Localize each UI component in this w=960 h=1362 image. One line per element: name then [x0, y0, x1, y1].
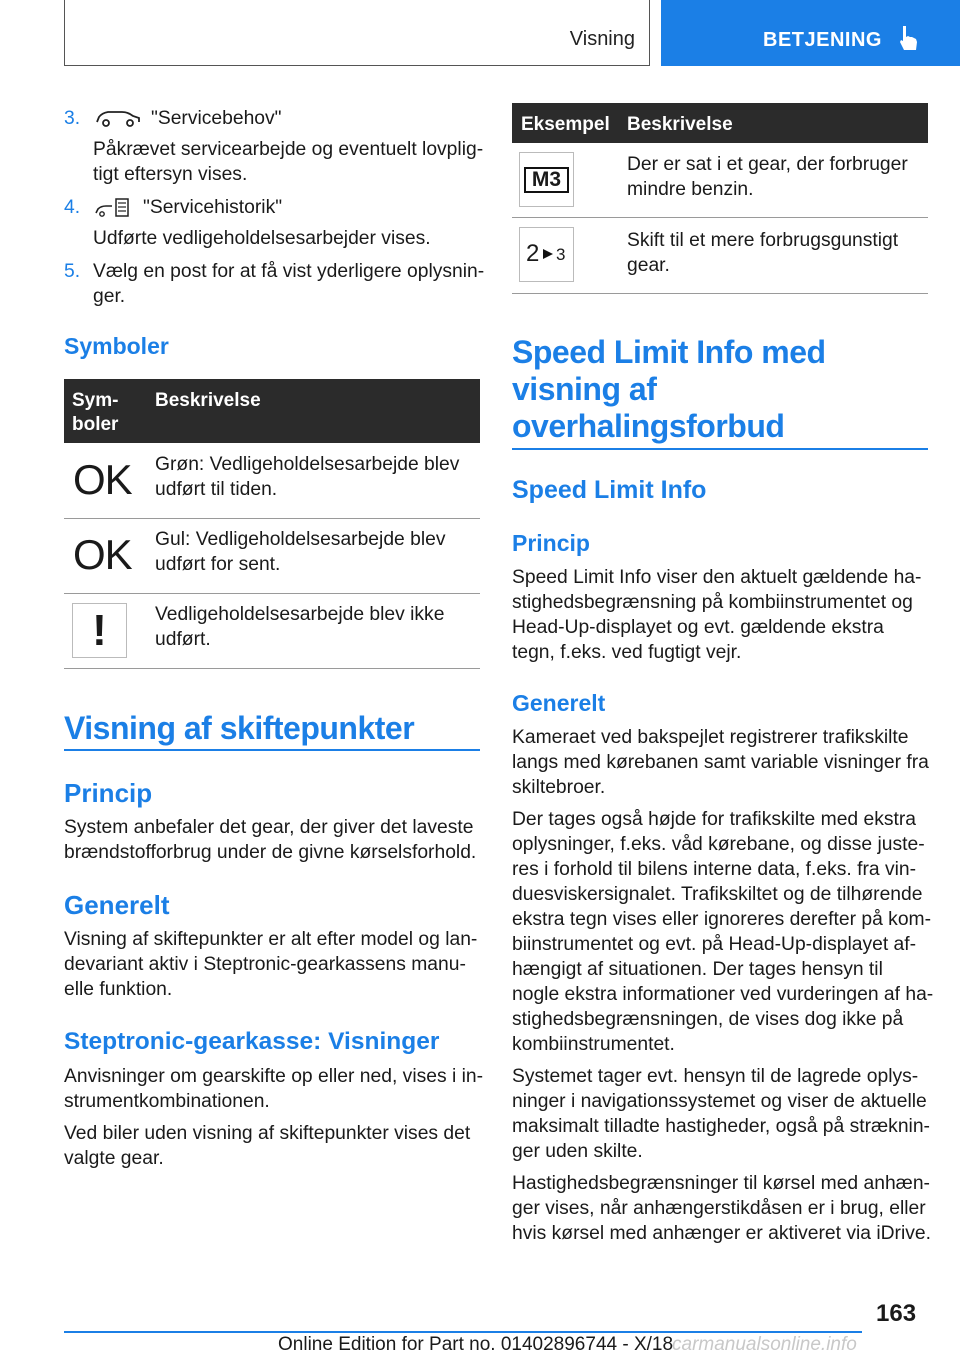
table-cell-line: Vedligeholdelsesarbejde blev ikke [155, 604, 445, 625]
example-col2-header: Beskrivelse [627, 114, 733, 135]
paragraph-line: brændstofforbrug under de givne kørselsforhold. [64, 842, 477, 863]
header-section-title: Visning [569, 28, 635, 50]
paragraph-line: tegn, f.eks. ved fugtigt vejr. [512, 642, 742, 663]
paragraph-line: System anbefaler det gear, der giver det laveste [64, 817, 474, 838]
paragraph-line: stighedsbegrænsningen, de vises dog ikke på [512, 1009, 904, 1030]
paragraph-line: duesviskersignalet. Trafikskiltet og de tilhørende [512, 884, 923, 905]
paragraph-line: biinstrumentet og evt. på Head-Up-displayet af‐ [512, 934, 917, 955]
table-cell-line: udført for sent. [155, 554, 281, 575]
paragraph-line: Der tages også højde for trafikskilte med ekstra [512, 809, 917, 830]
table-row-divider [64, 593, 480, 594]
paragraph-line: stighedsbegrænsning på kombiinstrumentet og [512, 592, 913, 613]
table-cell-line: udført til tiden. [155, 479, 278, 500]
paragraph-line: Anvisninger om gearskifte op eller ned, vises i in‐ [64, 1066, 484, 1087]
ok-yellow-symbol: OK [73, 531, 132, 578]
paragraph-line: oplysninger, f.eks. våd kørebane, og disse juste‐ [512, 834, 925, 855]
example-col1-header: Eksempel [521, 114, 610, 135]
symbols-table-header [64, 379, 480, 443]
shift-generelt-heading: Generelt [64, 890, 170, 920]
list-item-title: "Servicehistorik" [143, 197, 283, 218]
list-item-body-line: ger. [93, 286, 126, 307]
gear-current-number: 2 [526, 240, 540, 267]
paragraph-line: nogle ekstra informationer ved vurderingen af ha‐ [512, 984, 934, 1005]
footer-rule [64, 1331, 862, 1333]
shift-section-title: Visning af skiftepunkter [64, 710, 415, 746]
warning-symbol-box [72, 603, 127, 658]
symbols-heading: Symboler [64, 333, 169, 359]
list-item-title: "Servicebehov" [151, 108, 282, 129]
section-rule [64, 749, 480, 751]
footer-edition: Online Edition for Part no. 01402896744 - X/18 [278, 1334, 674, 1355]
paragraph-line: strumentkombinationen. [64, 1091, 270, 1112]
service-history-icon [94, 196, 132, 218]
paragraph-line: Speed Limit Info viser den aktuelt gældende ha‐ [512, 567, 922, 588]
list-item-body-line: Påkrævet servicearbejde og eventuelt lovplig‐ [93, 139, 484, 160]
paragraph-line: elle funktion. [64, 979, 173, 1000]
symbols-col1-line: Sym‐ [72, 390, 119, 411]
paragraph-line: Visning af skiftepunkter er alt efter model og lan‐ [64, 929, 478, 950]
list-item-number: 3. [64, 108, 81, 129]
paragraph-line: maksimalt tilladte hastigheder, også på stræknin‐ [512, 1116, 930, 1137]
ok-green-symbol: OK [73, 456, 132, 503]
paragraph-line: langs med kørebanen samt variable visninger fra [512, 752, 929, 773]
steptronic-heading: Steptronic-gearkasse: Visninger [64, 1028, 440, 1055]
watermark: carmanualsonline.info [672, 1334, 857, 1355]
list-item-number: 5. [64, 261, 81, 282]
symbols-col2-header: Beskrivelse [155, 390, 261, 411]
m3-gear-icon: M3 [524, 167, 569, 193]
paragraph-line: hvis kørsel med anhænger er aktiveret via iDrive. [512, 1223, 931, 1244]
paragraph-line: Hastighedsbegrænsninger til kørsel med anhæn‐ [512, 1173, 930, 1194]
section-rule [512, 448, 928, 450]
paragraph-line: kombiinstrumentet. [512, 1034, 675, 1055]
speed-limit-info-heading: Speed Limit Info [512, 476, 707, 504]
paragraph-line: devariant aktiv i Steptronic-gearkassens manu‐ [64, 954, 466, 975]
shift-up-symbol-box [519, 227, 574, 282]
table-cell-line: udført. [155, 629, 211, 650]
table-cell-line: Der er sat i et gear, der forbruger [627, 154, 908, 175]
table-cell-line: mindre benzin. [627, 179, 754, 200]
arrow-right-icon [541, 247, 555, 261]
list-item-body-line: Vælg en post for at få vist yderligere oplysnin‐ [93, 261, 485, 282]
speed-generelt-heading: Generelt [512, 690, 606, 716]
paragraph-line: ger vises, når anhængerstikdåsen er i brug, eller [512, 1198, 926, 1219]
table-cell-line: Skift til et mere forbrugsgunstigt [627, 230, 899, 251]
speed-section-title-line: visning af [512, 371, 657, 407]
table-cell-line: Grøn: Vedligeholdelsesarbejde blev [155, 454, 460, 475]
table-row-divider [64, 668, 480, 669]
list-item-number: 4. [64, 197, 81, 218]
paragraph-line: valgte gear. [64, 1148, 164, 1169]
table-row-divider [512, 293, 928, 294]
paragraph-line: ger uden skilte. [512, 1141, 643, 1162]
shift-princip-heading: Princip [64, 778, 153, 808]
paragraph-line: res i forhold til bilens interne data, f.eks. fra vin‐ [512, 859, 917, 880]
speed-section-title-line: overhalingsforbud [512, 408, 785, 444]
header-chapter-label: BETJENING [763, 29, 882, 51]
table-cell-line: gear. [627, 255, 670, 276]
speed-section-title-line: Speed Limit Info med [512, 334, 826, 370]
car-service-icon [94, 109, 142, 127]
list-item-body-line: tigt eftersyn vises. [93, 164, 248, 185]
symbols-col1-line: boler [72, 414, 119, 435]
header-chapter-tab[interactable] [661, 0, 960, 66]
paragraph-line: ekstra tegn vises eller ignoreres derefter på kom‐ [512, 909, 932, 930]
table-row-divider [64, 518, 480, 519]
list-item-body-line: Udførte vedligeholdelsesarbejder vises. [93, 228, 431, 249]
hand-pointer-icon [897, 24, 921, 54]
header-section-box [64, 0, 650, 66]
paragraph-line: skiltebroer. [512, 777, 606, 798]
table-cell-line: Gul: Vedligeholdelsesarbejde blev [155, 529, 446, 550]
paragraph-line: Ved biler uden visning af skiftepunkter vises det [64, 1123, 471, 1144]
paragraph-line: hængigt af situationen. Der tages hensyn til [512, 959, 883, 980]
paragraph-line: Systemet tager evt. hensyn til de lagrede oplys‐ [512, 1066, 919, 1087]
paragraph-line: Head-Up-displayet og evt. gældende ekstra [512, 617, 884, 638]
paragraph-line: ninger i navigationssystemet og viser de aktuelle [512, 1091, 927, 1112]
exclamation-icon: ! [92, 606, 107, 655]
table-row-divider [512, 217, 928, 218]
m3-gear-symbol-box [519, 152, 574, 207]
paragraph-line: Kameraet ved bakspejlet registrerer trafikskilte [512, 727, 909, 748]
page-number: 163 [876, 1300, 917, 1327]
speed-princip-heading: Princip [512, 530, 590, 556]
example-table-header [512, 103, 928, 143]
gear-target-number: 3 [556, 245, 566, 264]
